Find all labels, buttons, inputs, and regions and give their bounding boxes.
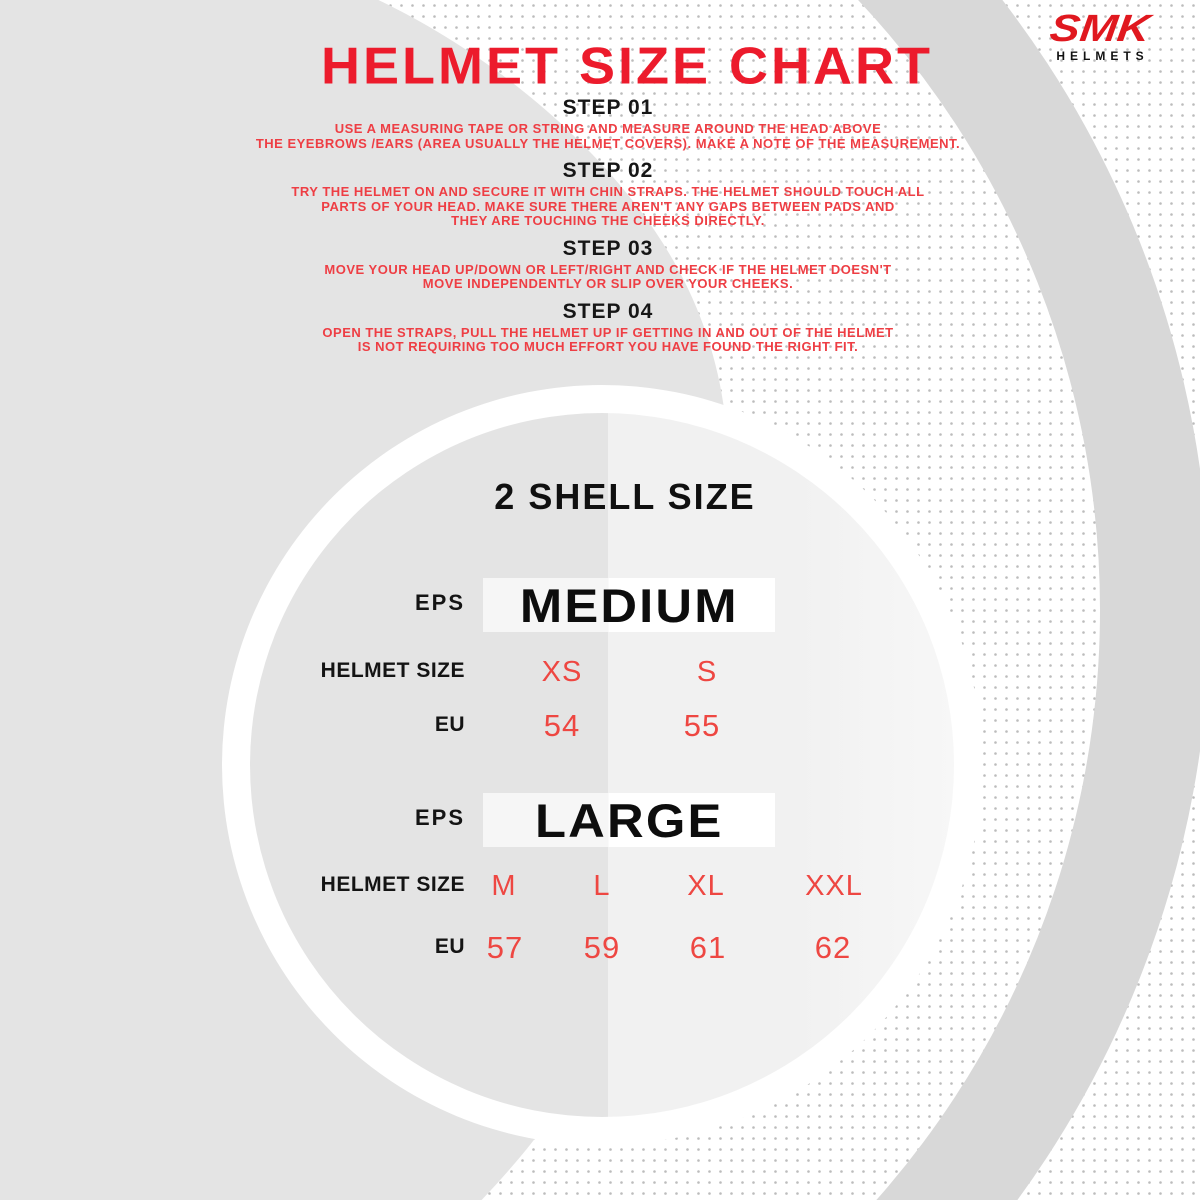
helmet-size-value: XS (541, 656, 583, 688)
step-block (8, 159, 1200, 229)
shell-band-large (483, 793, 775, 847)
helmet-size-label: HELMET SIZE (320, 873, 465, 896)
helmet-size-value: M (491, 870, 517, 902)
helmet-size-value: XL (687, 870, 725, 902)
eu-size-value: 55 (683, 708, 721, 743)
brand-name: SMK (1047, 8, 1153, 50)
step-block (8, 237, 1200, 292)
step-heading: STEP 04 (562, 299, 654, 323)
helmet-size-value: S (696, 656, 718, 688)
step-instruction-line: THE EYEBROWS /EARS (AREA USUALLY THE HELMET COVERS). MAKE A NOTE OF THE MEASUREMENT. (255, 135, 961, 151)
helmet-size-label: HELMET SIZE (320, 659, 465, 682)
step-instruction-line: MOVE YOUR HEAD UP/DOWN OR LEFT/RIGHT AND CHECK IF THE HELMET DOESN'T (324, 261, 892, 277)
step-instruction-line: THEY ARE TOUCHING THE CHEEKS DIRECTLY. (451, 213, 765, 228)
shell-band-medium (483, 578, 775, 632)
shell-name: LARGE (534, 793, 724, 847)
step-instruction-line: OPEN THE STRAPS, PULL THE HELMET UP IF GETTING IN AND OUT OF THE HELMET (322, 324, 894, 340)
step-block (8, 300, 1200, 355)
helmet-size-value: L (593, 870, 611, 902)
shell-circle (250, 413, 954, 1117)
brand-logo (1015, 10, 1185, 63)
brand-tagline: HELMETS (1056, 49, 1149, 63)
step-instruction-line: TRY THE HELMET ON AND SECURE IT WITH CHIN STRAPS. THE HELMET SHOULD TOUCH ALL (291, 184, 925, 199)
shell-size-heading: 2 SHELL SIZE (494, 476, 756, 517)
eu-size-value: 57 (486, 930, 524, 965)
eu-size-value: 62 (814, 930, 852, 965)
fitting-steps (8, 96, 1200, 363)
helmet-size-value: XXL (805, 870, 863, 902)
step-block (8, 96, 1200, 151)
step-instruction-line: IS NOT REQUIRING TOO MUCH EFFORT YOU HAVE FOUND THE RIGHT FIT. (357, 339, 859, 354)
eu-size-value: 61 (689, 930, 727, 965)
step-heading: STEP 03 (562, 236, 654, 260)
step-instruction-line: USE A MEASURING TAPE OR STRING AND MEASURE AROUND THE HEAD ABOVE (334, 121, 882, 136)
eps-label: EPS (414, 590, 465, 615)
page-title: HELMET SIZE CHART (321, 37, 933, 95)
step-heading: STEP 02 (562, 159, 654, 182)
eu-label: EU (434, 713, 465, 736)
eu-label: EU (434, 935, 465, 958)
eps-label: EPS (414, 805, 465, 830)
step-heading: STEP 01 (562, 96, 654, 119)
shell-name: MEDIUM (519, 578, 739, 632)
eu-size-value: 54 (543, 708, 581, 743)
step-instruction-line: MOVE INDEPENDENTLY OR SLIP OVER YOUR CHEEKS. (422, 276, 794, 291)
eu-size-value: 59 (583, 930, 621, 965)
step-instruction-line: PARTS OF YOUR HEAD. MAKE SURE THERE AREN'T ANY GAPS BETWEEN PADS AND (321, 198, 895, 214)
